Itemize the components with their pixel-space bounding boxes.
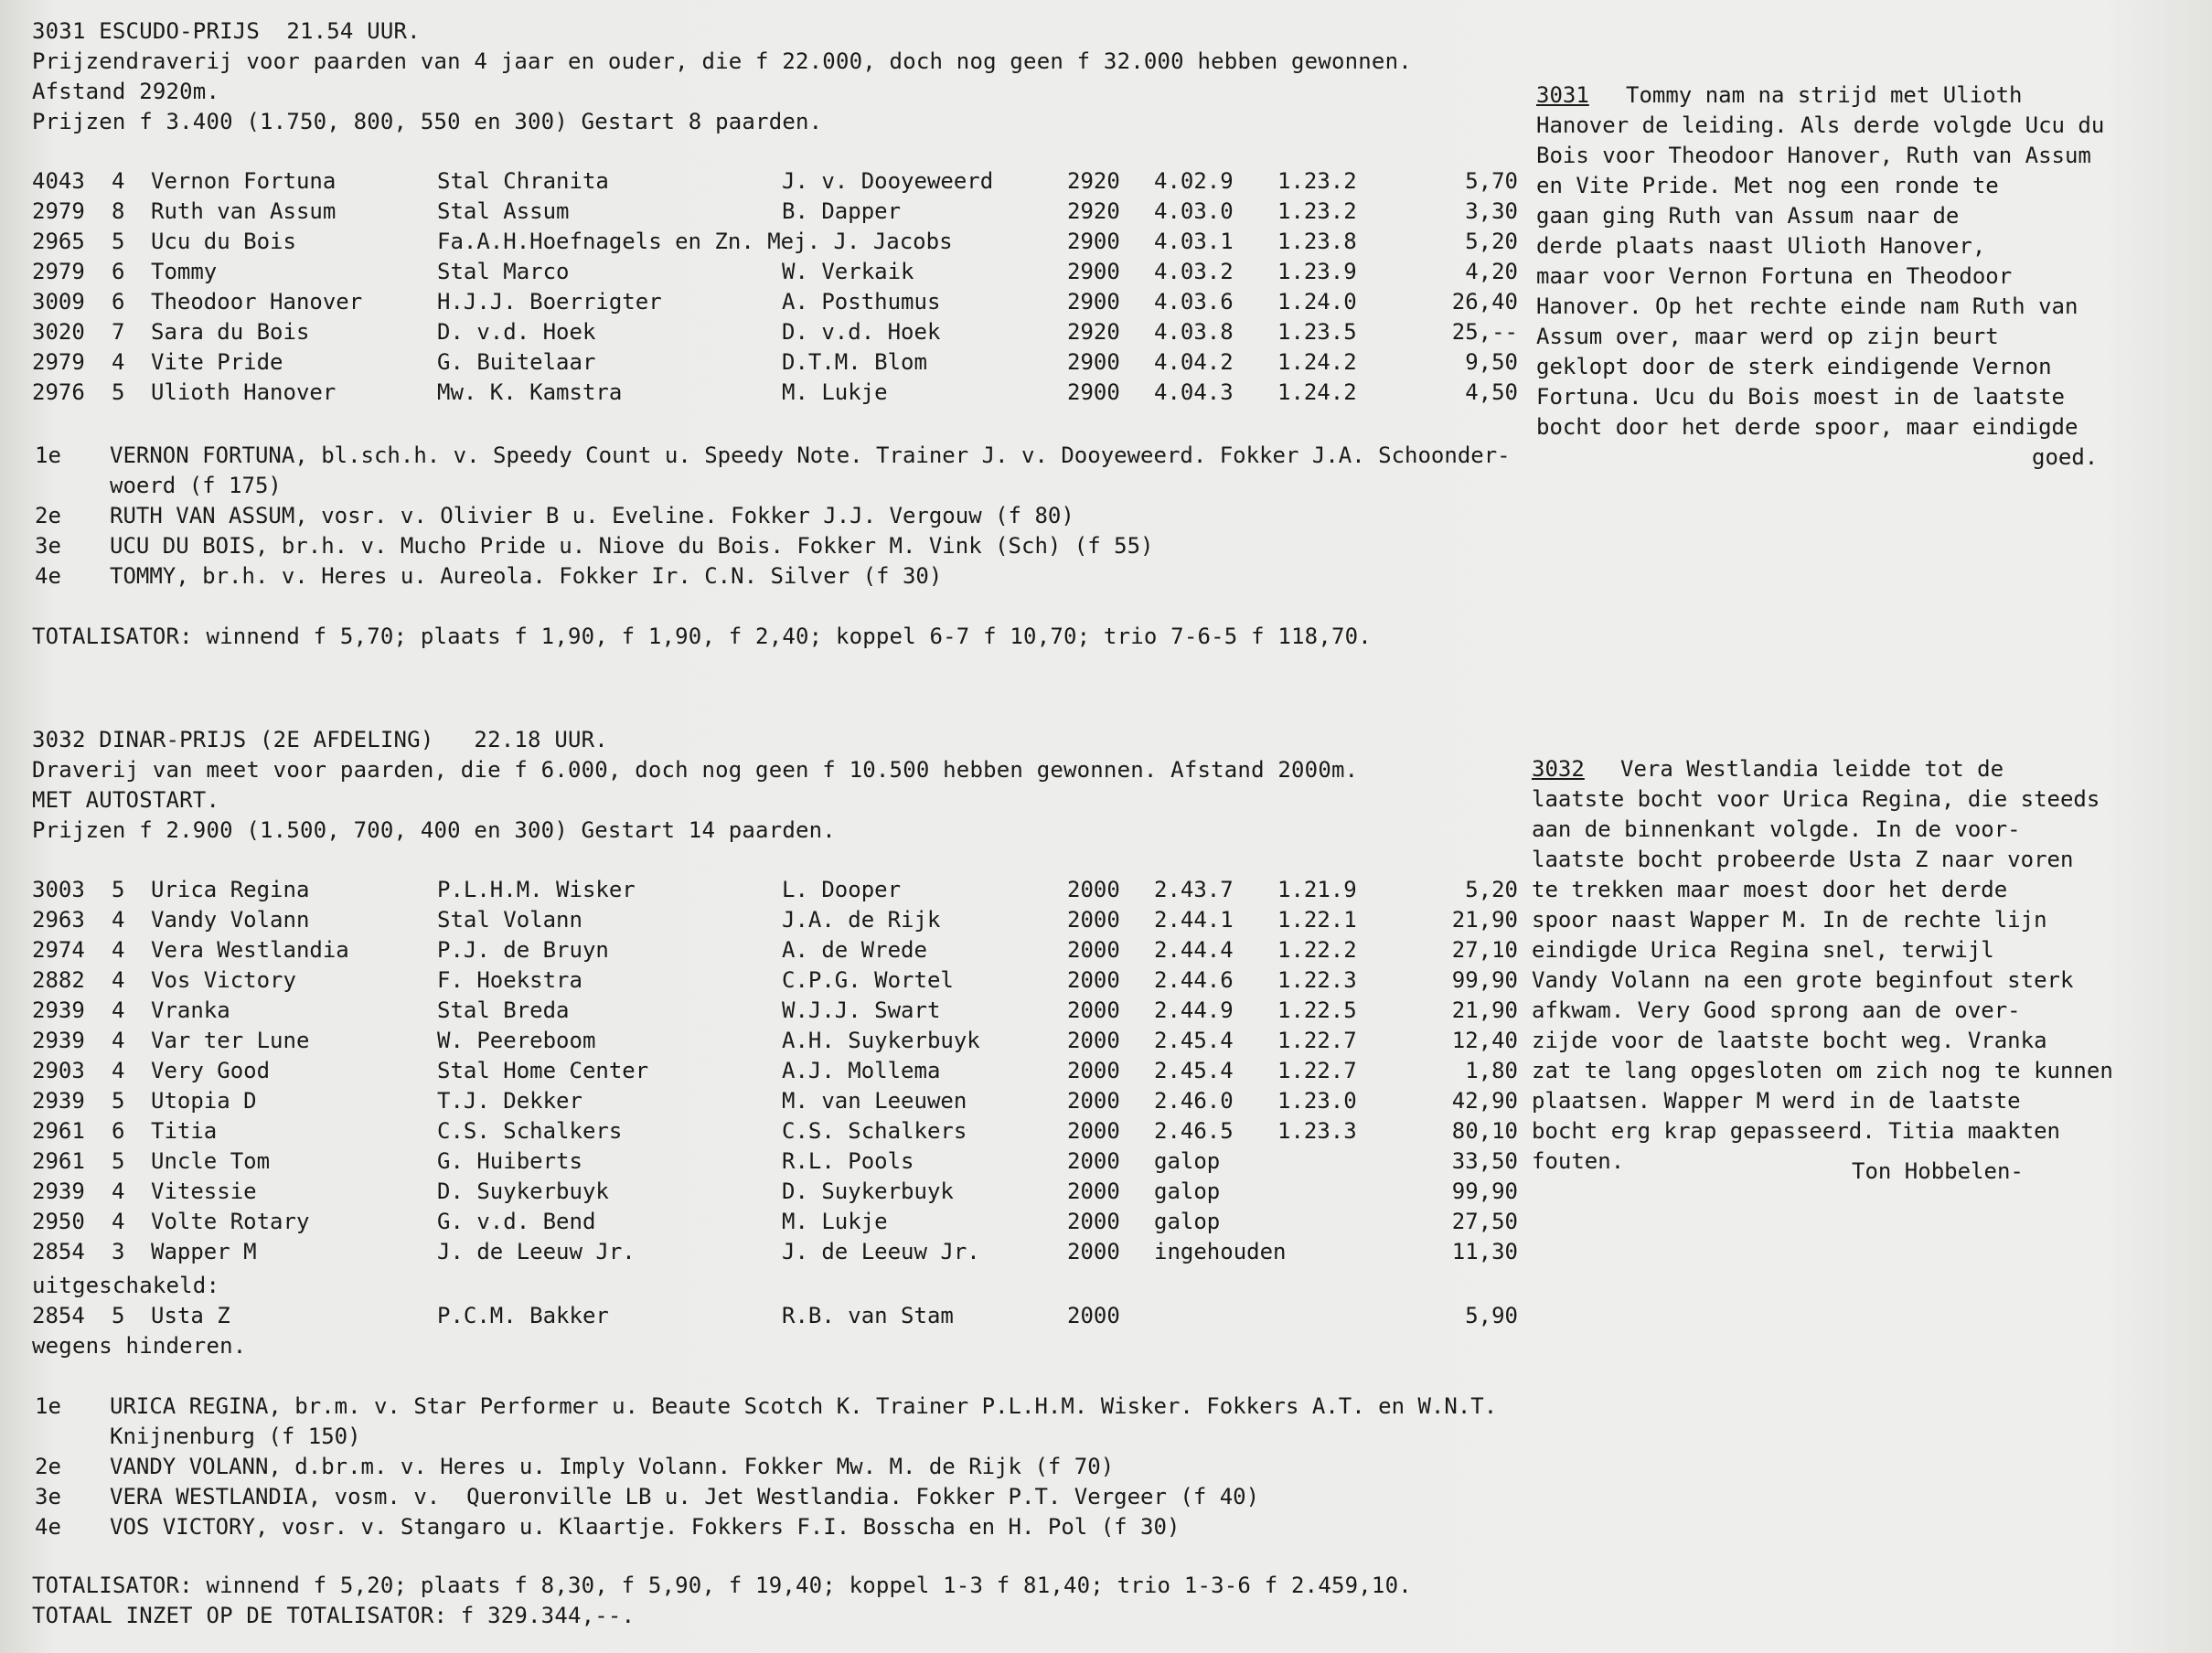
placing-position: 4e bbox=[35, 1514, 61, 1540]
cell-age: 4 bbox=[112, 349, 125, 375]
comment-line: laatste bocht probeerde Usta Z naar voren bbox=[1532, 847, 2074, 872]
cell-horse: Tommy bbox=[151, 259, 218, 284]
cell-km: 1.22.7 bbox=[1277, 1058, 1357, 1083]
cell-id: 2950 bbox=[32, 1209, 85, 1234]
placing-position: 2e bbox=[35, 503, 61, 528]
comment-line: Bois voor Theodoor Hanover, Ruth van Assum bbox=[1536, 143, 2091, 168]
race2-total-stake: TOTAAL INZET OP DE TOTALISATOR: f 329.344,--. bbox=[32, 1603, 636, 1628]
cell-id: 2854 bbox=[32, 1239, 85, 1264]
cell-age: 4 bbox=[112, 1178, 125, 1204]
cell-age: 6 bbox=[112, 259, 125, 284]
cell-time: galop bbox=[1154, 1178, 1221, 1204]
cell-time: galop bbox=[1154, 1209, 1221, 1234]
race2-description: Draverij van meet voor paarden, die f 6.000, doch nog geen f 10.500 hebben gewonnen. Afstand 2000m. bbox=[32, 757, 1359, 783]
cell-age: 5 bbox=[112, 877, 125, 902]
cell-age: 4 bbox=[112, 967, 125, 993]
cell-odds: 4,20 bbox=[1465, 259, 1518, 284]
cell-time: 4.03.1 bbox=[1154, 229, 1234, 254]
race2-excluded-label: uitgeschakeld: bbox=[32, 1273, 220, 1298]
placing-position: 4e bbox=[35, 563, 61, 589]
cell-driver: R.L. Pools bbox=[782, 1148, 914, 1174]
cell-dist: 2900 bbox=[1067, 259, 1120, 284]
cell-age: 4 bbox=[112, 937, 125, 963]
comment-line: bocht erg krap gepasseerd. Titia maakten bbox=[1532, 1118, 2060, 1144]
cell-horse: Vandy Volann bbox=[151, 907, 310, 933]
placing-text: RUTH VAN ASSUM, vosr. v. Olivier B u. Eveline. Fokker J.J. Vergouw (f 80) bbox=[110, 503, 1074, 528]
race2-autostart: MET AUTOSTART. bbox=[32, 787, 220, 813]
cell-horse: Wapper M bbox=[151, 1239, 257, 1264]
comment-line: eindigde Urica Regina snel, terwijl bbox=[1532, 937, 1994, 963]
cell-id: 2939 bbox=[32, 1028, 85, 1053]
cell-km: 1.23.0 bbox=[1277, 1088, 1357, 1114]
cell-age: 5 bbox=[112, 1148, 125, 1174]
cell-age: 4 bbox=[112, 1028, 125, 1053]
cell-driver: D. v.d. Hoek bbox=[782, 319, 941, 345]
cell-km: 1.22.3 bbox=[1277, 967, 1357, 993]
cell-id: 2939 bbox=[32, 1178, 85, 1204]
cell-time: 4.02.9 bbox=[1154, 168, 1234, 194]
cell-driver: J. v. Dooyeweerd bbox=[782, 168, 994, 194]
cell-horse: Volte Rotary bbox=[151, 1209, 310, 1234]
comment-line: Tommy nam na strijd met Ulioth bbox=[1626, 82, 2023, 108]
cell-age: 4 bbox=[112, 997, 125, 1023]
cell-owner: D. v.d. Hoek bbox=[437, 319, 596, 345]
cell-id: 2965 bbox=[32, 229, 85, 254]
cell-dist: 2000 bbox=[1067, 1118, 1120, 1144]
cell-dist: 2000 bbox=[1067, 997, 1120, 1023]
cell-odds: 11,30 bbox=[1451, 1239, 1518, 1264]
comment-line: Vera Westlandia leidde tot de bbox=[1620, 756, 2004, 782]
cell-age: 6 bbox=[112, 1118, 125, 1144]
cell-owner: D. Suykerbuyk bbox=[437, 1178, 609, 1204]
cell-km: 1.22.5 bbox=[1277, 997, 1357, 1023]
cell-age: 3 bbox=[112, 1239, 125, 1264]
cell-odds: 4,50 bbox=[1465, 379, 1518, 405]
cell-km: 1.23.8 bbox=[1277, 229, 1357, 254]
cell-horse: Usta Z bbox=[151, 1303, 230, 1328]
cell-id: 2979 bbox=[32, 198, 85, 224]
cell-owner: P.J. de Bruyn bbox=[437, 937, 609, 963]
cell-id: 2961 bbox=[32, 1118, 85, 1144]
race1-distance: Afstand 2920m. bbox=[32, 79, 220, 104]
comment-line: te trekken maar moest door het derde bbox=[1532, 877, 2008, 902]
cell-horse: Very Good bbox=[151, 1058, 271, 1083]
cell-owner: G. Huiberts bbox=[437, 1148, 582, 1174]
cell-dist: 2000 bbox=[1067, 967, 1120, 993]
cell-id: 2979 bbox=[32, 259, 85, 284]
cell-km: 1.24.0 bbox=[1277, 289, 1357, 315]
cell-horse: Titia bbox=[151, 1118, 218, 1144]
cell-owner: C.S. Schalkers bbox=[437, 1118, 623, 1144]
cell-time: 4.03.6 bbox=[1154, 289, 1234, 315]
cell-id: 2939 bbox=[32, 997, 85, 1023]
cell-owner: Stal Breda bbox=[437, 997, 570, 1023]
cell-time: 2.46.0 bbox=[1154, 1088, 1234, 1114]
cell-time: ingehouden bbox=[1154, 1239, 1287, 1264]
comment-line: laatste bocht voor Urica Regina, die steeds bbox=[1532, 786, 2100, 812]
cell-age: 4 bbox=[112, 168, 125, 194]
cell-id: 2903 bbox=[32, 1058, 85, 1083]
comment-line: Hanover. Op het rechte einde nam Ruth van bbox=[1536, 293, 2078, 319]
cell-driver: M. van Leeuwen bbox=[782, 1088, 967, 1114]
cell-dist: 2000 bbox=[1067, 907, 1120, 933]
placing-text: TOMMY, br.h. v. Heres u. Aureola. Fokker Ir. C.N. Silver (f 30) bbox=[110, 563, 943, 589]
cell-time: galop bbox=[1154, 1148, 1221, 1174]
race2-signature: Ton Hobbelen- bbox=[1852, 1158, 2024, 1184]
placing-text: URICA REGINA, br.m. v. Star Performer u. Beaute Scotch K. Trainer P.L.H.M. Wisker. Fokkers A.T. en W.N.T. bbox=[110, 1393, 1498, 1419]
race2-prizes: Prijzen f 2.900 (1.500, 700, 400 en 300) Gestart 14 paarden. bbox=[32, 817, 836, 843]
cell-age: 5 bbox=[112, 229, 125, 254]
cell-driver: M. Lukje bbox=[782, 379, 888, 405]
cell-km: 1.22.7 bbox=[1277, 1028, 1357, 1053]
cell-km: 1.24.2 bbox=[1277, 349, 1357, 375]
cell-horse: Var ter Lune bbox=[151, 1028, 310, 1053]
placing-text-continued: Knijnenburg (f 150) bbox=[110, 1424, 361, 1449]
cell-odds: 1,80 bbox=[1465, 1058, 1518, 1083]
cell-odds: 5,20 bbox=[1465, 877, 1518, 902]
cell-owner: P.L.H.M. Wisker bbox=[437, 877, 636, 902]
cell-driver: B. Dapper bbox=[782, 198, 902, 224]
cell-horse: Theodoor Hanover bbox=[151, 289, 363, 315]
cell-owner: Stal Home Center bbox=[437, 1058, 649, 1083]
cell-age: 4 bbox=[112, 907, 125, 933]
cell-dist: 2000 bbox=[1067, 1028, 1120, 1053]
cell-owner: H.J.J. Boerrigter bbox=[437, 289, 662, 315]
comment-line: afkwam. Very Good sprong aan de over- bbox=[1532, 997, 2021, 1023]
cell-km: 1.23.3 bbox=[1277, 1118, 1357, 1144]
cell-owner: T.J. Dekker bbox=[437, 1088, 582, 1114]
cell-time: 2.44.4 bbox=[1154, 937, 1234, 963]
comment-line: gaan ging Ruth van Assum naar de bbox=[1536, 203, 1960, 229]
cell-odds: 21,90 bbox=[1451, 997, 1518, 1023]
placing-text: VOS VICTORY, vosr. v. Stangaro u. Klaartje. Fokkers F.I. Bosscha en H. Pol (f 30) bbox=[110, 1514, 1181, 1540]
cell-odds: 5,70 bbox=[1465, 168, 1518, 194]
cell-dist: 2000 bbox=[1067, 1058, 1120, 1083]
cell-km: 1.23.9 bbox=[1277, 259, 1357, 284]
cell-owner: J. de Leeuw Jr. bbox=[437, 1239, 636, 1264]
cell-km: 1.22.2 bbox=[1277, 937, 1357, 963]
cell-odds: 9,50 bbox=[1465, 349, 1518, 375]
cell-owner: G. Buitelaar bbox=[437, 349, 596, 375]
cell-dist: 2000 bbox=[1067, 1239, 1120, 1264]
comment-line: plaatsen. Wapper M werd in de laatste bbox=[1532, 1088, 2021, 1114]
cell-odds: 5,90 bbox=[1465, 1303, 1518, 1328]
placing-text: UCU DU BOIS, br.h. v. Mucho Pride u. Niove du Bois. Fokker M. Vink (Sch) (f 55) bbox=[110, 533, 1154, 559]
cell-id: 2979 bbox=[32, 349, 85, 375]
comment-line: zat te lang opgesloten om zich nog te kunnen bbox=[1532, 1058, 2113, 1083]
cell-time: 2.45.4 bbox=[1154, 1058, 1234, 1083]
cell-horse: Vite Pride bbox=[151, 349, 283, 375]
cell-km: 1.23.2 bbox=[1277, 168, 1357, 194]
cell-id: 3009 bbox=[32, 289, 85, 315]
cell-odds: 21,90 bbox=[1451, 907, 1518, 933]
cell-id: 2961 bbox=[32, 1148, 85, 1174]
cell-km: 1.23.2 bbox=[1277, 198, 1357, 224]
cell-age: 5 bbox=[112, 1303, 125, 1328]
cell-id: 2939 bbox=[32, 1088, 85, 1114]
cell-driver: R.B. van Stam bbox=[782, 1303, 954, 1328]
cell-time: 4.03.2 bbox=[1154, 259, 1234, 284]
cell-driver: W. Verkaik bbox=[782, 259, 914, 284]
cell-horse: Ucu du Bois bbox=[151, 229, 296, 254]
cell-driver: D. Suykerbuyk bbox=[782, 1178, 954, 1204]
cell-odds: 99,90 bbox=[1451, 967, 1518, 993]
cell-owner: Stal Marco bbox=[437, 259, 570, 284]
cell-owner: Fa.A.H.Hoefnagels en Zn. Mej. J. Jacobs bbox=[437, 229, 953, 254]
cell-owner: G. v.d. Bend bbox=[437, 1209, 596, 1234]
cell-km: 1.23.5 bbox=[1277, 319, 1357, 345]
race2-comment-number: 3032 bbox=[1532, 756, 1585, 782]
cell-time: 4.03.0 bbox=[1154, 198, 1234, 224]
placing-text: VANDY VOLANN, d.br.m. v. Heres u. Imply Volann. Fokker Mw. M. de Rijk (f 70) bbox=[110, 1454, 1115, 1479]
cell-horse: Vranka bbox=[151, 997, 230, 1023]
cell-owner: Stal Chranita bbox=[437, 168, 609, 194]
cell-horse: Sara du Bois bbox=[151, 319, 310, 345]
cell-horse: Vera Westlandia bbox=[151, 937, 349, 963]
race1-description: Prijzendraverij voor paarden van 4 jaar en ouder, die f 22.000, doch nog geen f 32.000 hebben gewonnen. bbox=[32, 48, 1412, 74]
race2-totalisator: TOTALISATOR: winnend f 5,20; plaats f 8,30, f 5,90, f 19,40; koppel 1-3 f 81,40; trio 1-3-6 f 2.459,10. bbox=[32, 1573, 1412, 1598]
cell-time: 4.03.8 bbox=[1154, 319, 1234, 345]
cell-age: 5 bbox=[112, 1088, 125, 1114]
cell-owner: F. Hoekstra bbox=[437, 967, 582, 993]
cell-time: 2.45.4 bbox=[1154, 1028, 1234, 1053]
cell-dist: 2920 bbox=[1067, 319, 1120, 345]
cell-age: 5 bbox=[112, 379, 125, 405]
cell-horse: Vitessie bbox=[151, 1178, 257, 1204]
cell-driver: J.A. de Rijk bbox=[782, 907, 941, 933]
cell-age: 8 bbox=[112, 198, 125, 224]
cell-age: 7 bbox=[112, 319, 125, 345]
comment-line: Hanover de leiding. Als derde volgde Ucu du bbox=[1536, 112, 2105, 138]
cell-driver: A. Posthumus bbox=[782, 289, 941, 315]
cell-horse: Utopia D bbox=[151, 1088, 257, 1114]
placing-text-continued: woerd (f 175) bbox=[110, 473, 282, 498]
comment-line: zijde voor de laatste bocht weg. Vranka bbox=[1532, 1028, 2047, 1053]
cell-horse: Vos Victory bbox=[151, 967, 296, 993]
cell-driver: L. Dooper bbox=[782, 877, 902, 902]
placing-position: 2e bbox=[35, 1454, 61, 1479]
cell-odds: 26,40 bbox=[1451, 289, 1518, 315]
cell-driver: W.J.J. Swart bbox=[782, 997, 941, 1023]
cell-odds: 80,10 bbox=[1451, 1118, 1518, 1144]
cell-odds: 5,20 bbox=[1465, 229, 1518, 254]
cell-dist: 2920 bbox=[1067, 168, 1120, 194]
cell-id: 2854 bbox=[32, 1303, 85, 1328]
cell-driver: M. Lukje bbox=[782, 1209, 888, 1234]
cell-driver: A. de Wrede bbox=[782, 937, 927, 963]
cell-km: 1.22.1 bbox=[1277, 907, 1357, 933]
cell-driver: A.H. Suykerbuyk bbox=[782, 1028, 980, 1053]
race1-comment-number: 3031 bbox=[1536, 82, 1589, 108]
cell-dist: 2000 bbox=[1067, 1303, 1120, 1328]
cell-dist: 2000 bbox=[1067, 1209, 1120, 1234]
placing-position: 1e bbox=[35, 443, 61, 468]
cell-id: 3003 bbox=[32, 877, 85, 902]
cell-dist: 2900 bbox=[1067, 289, 1120, 315]
cell-owner: P.C.M. Bakker bbox=[437, 1303, 609, 1328]
cell-time: 4.04.3 bbox=[1154, 379, 1234, 405]
cell-id: 2963 bbox=[32, 907, 85, 933]
cell-dist: 2900 bbox=[1067, 379, 1120, 405]
cell-time: 2.44.6 bbox=[1154, 967, 1234, 993]
cell-age: 4 bbox=[112, 1058, 125, 1083]
cell-driver: D.T.M. Blom bbox=[782, 349, 927, 375]
cell-id: 4043 bbox=[32, 168, 85, 194]
cell-dist: 2000 bbox=[1067, 1148, 1120, 1174]
cell-odds: 27,10 bbox=[1451, 937, 1518, 963]
cell-age: 6 bbox=[112, 289, 125, 315]
cell-time: 4.04.2 bbox=[1154, 349, 1234, 375]
race1-header: 3031 ESCUDO-PRIJS 21.54 UUR. bbox=[32, 18, 421, 44]
comment-line: goed. bbox=[2032, 444, 2099, 470]
cell-driver: C.S. Schalkers bbox=[782, 1118, 967, 1144]
cell-driver: J. de Leeuw Jr. bbox=[782, 1239, 980, 1264]
cell-owner: Stal Assum bbox=[437, 198, 570, 224]
placing-position: 3e bbox=[35, 1484, 61, 1509]
race1-totalisator: TOTALISATOR: winnend f 5,70; plaats f 1,90, f 1,90, f 2,40; koppel 6-7 f 10,70; trio 7-6-5 f 118,70. bbox=[32, 624, 1372, 649]
cell-horse: Urica Regina bbox=[151, 877, 310, 902]
comment-line: en Vite Pride. Met nog een ronde te bbox=[1536, 173, 1999, 198]
cell-odds: 42,90 bbox=[1451, 1088, 1518, 1114]
cell-age: 4 bbox=[112, 1209, 125, 1234]
comment-line: spoor naast Wapper M. In de rechte lijn bbox=[1532, 907, 2047, 933]
cell-time: 2.46.5 bbox=[1154, 1118, 1234, 1144]
placing-text: VERNON FORTUNA, bl.sch.h. v. Speedy Count u. Speedy Note. Trainer J. v. Dooyeweerd. Fokker J.A. Schoonder- bbox=[110, 443, 1511, 468]
cell-driver: A.J. Mollema bbox=[782, 1058, 941, 1083]
cell-time: 2.44.1 bbox=[1154, 907, 1234, 933]
cell-dist: 2000 bbox=[1067, 1088, 1120, 1114]
cell-km: 1.24.2 bbox=[1277, 379, 1357, 405]
race1-prizes: Prijzen f 3.400 (1.750, 800, 550 en 300) Gestart 8 paarden. bbox=[32, 109, 823, 134]
cell-owner: Stal Volann bbox=[437, 907, 582, 933]
cell-id: 2974 bbox=[32, 937, 85, 963]
comment-line: Fortuna. Ucu du Bois moest in de laatste bbox=[1536, 384, 2065, 410]
comment-line: aan de binnenkant volgde. In de voor- bbox=[1532, 816, 2021, 842]
race2-header: 3032 DINAR-PRIJS (2E AFDELING) 22.18 UUR. bbox=[32, 727, 608, 752]
race2-excluded-reason: wegens hinderen. bbox=[32, 1333, 247, 1359]
comment-line: bocht door het derde spoor, maar eindigde bbox=[1536, 414, 2078, 440]
cell-horse: Vernon Fortuna bbox=[151, 168, 337, 194]
cell-odds: 3,30 bbox=[1465, 198, 1518, 224]
cell-dist: 2000 bbox=[1067, 877, 1120, 902]
cell-odds: 12,40 bbox=[1451, 1028, 1518, 1053]
cell-odds: 27,50 bbox=[1451, 1209, 1518, 1234]
placing-position: 3e bbox=[35, 533, 61, 559]
cell-time: 2.43.7 bbox=[1154, 877, 1234, 902]
cell-owner: Mw. K. Kamstra bbox=[437, 379, 623, 405]
cell-dist: 2900 bbox=[1067, 349, 1120, 375]
comment-line: Vandy Volann na een grote beginfout sterk bbox=[1532, 967, 2074, 993]
cell-id: 3020 bbox=[32, 319, 85, 345]
cell-time: 2.44.9 bbox=[1154, 997, 1234, 1023]
cell-dist: 2000 bbox=[1067, 1178, 1120, 1204]
placing-text: VERA WESTLANDIA, vosm. v. Queronville LB u. Jet Westlandia. Fokker P.T. Vergeer (f 40) bbox=[110, 1484, 1260, 1509]
comment-line: geklopt door de sterk eindigende Vernon bbox=[1536, 354, 2052, 379]
cell-horse: Ruth van Assum bbox=[151, 198, 337, 224]
cell-owner: W. Peereboom bbox=[437, 1028, 596, 1053]
cell-horse: Uncle Tom bbox=[151, 1148, 271, 1174]
cell-id: 2976 bbox=[32, 379, 85, 405]
cell-id: 2882 bbox=[32, 967, 85, 993]
comment-line: fouten. bbox=[1532, 1148, 1625, 1174]
comment-line: maar voor Vernon Fortuna en Theodoor bbox=[1536, 263, 2013, 289]
cell-horse: Ulioth Hanover bbox=[151, 379, 337, 405]
cell-driver: C.P.G. Wortel bbox=[782, 967, 954, 993]
cell-odds: 33,50 bbox=[1451, 1148, 1518, 1174]
cell-odds: 99,90 bbox=[1451, 1178, 1518, 1204]
cell-dist: 2900 bbox=[1067, 229, 1120, 254]
cell-dist: 2000 bbox=[1067, 937, 1120, 963]
cell-dist: 2920 bbox=[1067, 198, 1120, 224]
cell-odds: 25,-- bbox=[1451, 319, 1518, 345]
cell-km: 1.21.9 bbox=[1277, 877, 1357, 902]
placing-position: 1e bbox=[35, 1393, 61, 1419]
comment-line: derde plaats naast Ulioth Hanover, bbox=[1536, 233, 1986, 259]
comment-line: Assum over, maar werd op zijn beurt bbox=[1536, 324, 1999, 349]
